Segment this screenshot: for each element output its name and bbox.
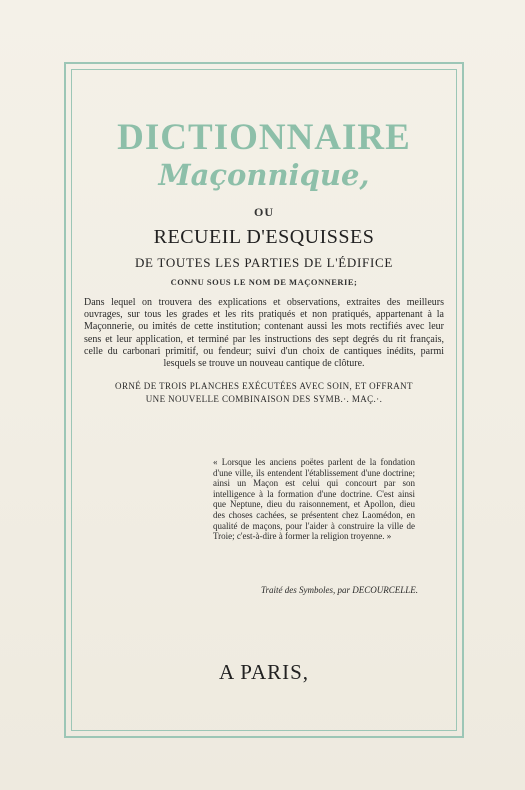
- illustrations-note-line1: ORNÉ DE TROIS PLANCHES EXÉCUTÉES AVEC SOIN, ET OFFRANT: [115, 381, 413, 392]
- conjunction-ou: OU: [254, 205, 274, 219]
- place-of-publication: A PARIS,: [218, 660, 310, 684]
- epigraph-quote: « Lorsque les anciens poëtes parlent de la fondation d'une ville, ils entendent l'établissement d'une doctrine; ainsi un Maçon est celui qui concourt par son intelligence à la formation d'une doctrine. C'est ainsi que Neptune, dieu du raisonnement, et Apollon, dieu des choses cachées, se présentent chez Laomédon, en qualité de maçons, pour l'aider à construire la ville de Troie; c'est-à-dire à former la religion troyenne. »: [213, 457, 415, 542]
- epigraph-attribution: Traité des Symboles, par DECOURCELLE.: [260, 585, 418, 595]
- main-title: DICTIONNAIRE: [117, 117, 411, 158]
- subtitle-third-line: CONNU SOUS LE NOM DE MAÇONNERIE;: [170, 277, 358, 287]
- illustrations-note: [80, 380, 448, 406]
- title-page: [80, 80, 448, 720]
- illustrations-note-line2: UNE NOUVELLE COMBINAISON DES SYMB.·. MAÇ.·.: [145, 394, 383, 405]
- description-paragraph: Dans lequel on trouvera des explications et observations, extraites des meilleurs ouvrages, sur tous les grades et les rits pratiqués et non pratiqués, appartenant à la Maçonnerie, ou imités de cette institution; contenant aussi les mots rectifiés avec leur sens et leur application, et terminé par les instructions des sept degrés du rit français, celle du carbonari primitif, ou fendeur; suivi d'un choix de cantiques inédits, parmi lesquels se trouve un nouveau cantique de clôture.: [84, 297, 444, 370]
- main-title-subline: Maçonnique,: [158, 158, 370, 192]
- subtitle-second-line: DE TOUTES LES PARTIES DE L'ÉDIFICE: [134, 255, 394, 270]
- subtitle: RECUEIL D'ESQUISSES: [153, 226, 375, 248]
